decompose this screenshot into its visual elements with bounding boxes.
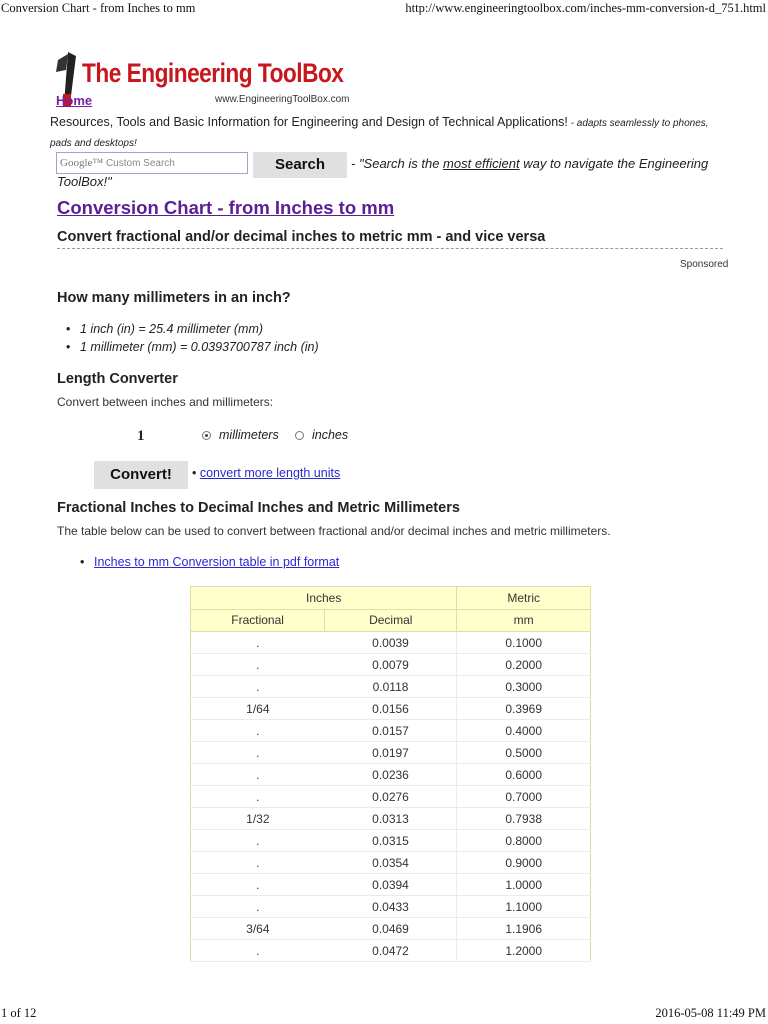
cell-decimal: 0.0433	[325, 896, 457, 918]
fact-item: • 1 millimeter (mm) = 0.0393700787 inch (in)	[80, 339, 319, 357]
print-page-title: Conversion Chart - from Inches to mm	[1, 1, 196, 15]
conversion-table	[190, 586, 591, 962]
home-link[interactable]: Home	[56, 93, 93, 108]
table-row	[191, 742, 591, 764]
facts-list	[80, 321, 319, 356]
print-page-number: 1 of 12	[1, 1006, 37, 1020]
table-row	[191, 808, 591, 830]
table-row	[191, 896, 591, 918]
cell-fractional: 3/64	[191, 918, 325, 940]
table-row	[191, 940, 591, 962]
cell-fractional: .	[191, 852, 325, 874]
cell-fractional: .	[191, 874, 325, 896]
pdf-list	[94, 555, 339, 569]
cell-decimal: 0.0236	[325, 764, 457, 786]
cell-mm: 0.3969	[457, 698, 591, 720]
header-inches: Inches	[191, 587, 457, 610]
cell-decimal: 0.0469	[325, 918, 457, 940]
table-row	[191, 830, 591, 852]
tagline-small: - adapts seamlessly to phones, pads and desktops!	[50, 118, 709, 149]
cell-decimal: 0.0039	[325, 632, 457, 654]
heading-fractional-table: Fractional Inches to Decimal Inches and Metric Millimeters	[57, 500, 460, 516]
search-placeholder: Custom Search	[105, 158, 175, 169]
site-title: The Engineering ToolBox	[82, 58, 344, 88]
divider	[57, 248, 723, 249]
print-datetime: 2016-05-08 11:49 PM	[655, 1006, 766, 1020]
cell-mm: 0.7938	[457, 808, 591, 830]
cell-decimal: 0.0315	[325, 830, 457, 852]
cell-mm: 0.8000	[457, 830, 591, 852]
heading-how-many: How many millimeters in an inch?	[57, 290, 291, 306]
cell-mm: 1.0000	[457, 874, 591, 896]
cell-mm: 0.4000	[457, 720, 591, 742]
search-quote-emphasis: most efficient	[443, 156, 520, 171]
radio-inches[interactable]	[295, 431, 304, 440]
cell-mm: 0.1000	[457, 632, 591, 654]
google-brand: Google™	[60, 157, 104, 169]
cell-mm: 1.2000	[457, 940, 591, 962]
converter-description: Convert between inches and millimeters:	[57, 395, 274, 409]
table-row	[191, 720, 591, 742]
pdf-link[interactable]: Inches to mm Conversion table in pdf format	[94, 555, 340, 569]
print-page-url: http://www.engineeringtoolbox.com/inches-mm-conversion-d_751.html	[405, 1, 766, 15]
cell-mm: 0.9000	[457, 852, 591, 874]
search-quote-pre: - "Search is the	[351, 156, 444, 171]
cell-mm: 0.2000	[457, 654, 591, 676]
print-header	[0, 0, 768, 18]
cell-mm: 0.3000	[457, 676, 591, 698]
radio-millimeters-label[interactable]: millimeters	[219, 428, 279, 442]
page-subtitle: Convert fractional and/or decimal inches to metric mm - and vice versa	[57, 229, 546, 245]
cell-fractional: .	[191, 676, 325, 698]
page-title[interactable]: Conversion Chart - from Inches to mm	[57, 197, 395, 218]
table-row	[191, 852, 591, 874]
fact-item: • 1 inch (in) = 25.4 millimeter (mm)	[80, 321, 319, 339]
cell-decimal: 0.0313	[325, 808, 457, 830]
site-logo[interactable]	[52, 50, 382, 110]
converter-value-input[interactable]: 1	[137, 428, 145, 444]
cell-decimal: 0.0394	[325, 874, 457, 896]
cell-decimal: 0.0197	[325, 742, 457, 764]
table-description: The table below can be used to convert between fractional and/or decimal inches and metric millimeters.	[57, 524, 611, 538]
cell-decimal: 0.0472	[325, 940, 457, 962]
cell-decimal: 0.0157	[325, 720, 457, 742]
header-metric: Metric	[457, 587, 591, 610]
cell-decimal: 0.0276	[325, 786, 457, 808]
table-row	[191, 632, 591, 654]
site-tagline	[50, 113, 730, 153]
pdf-list-item	[94, 555, 339, 569]
cell-fractional: .	[191, 764, 325, 786]
cell-mm: 1.1000	[457, 896, 591, 918]
header-mm: mm	[457, 609, 591, 632]
header-fractional: Fractional	[191, 609, 325, 632]
cell-mm: 0.5000	[457, 742, 591, 764]
cell-mm: 0.7000	[457, 786, 591, 808]
cell-fractional: .	[191, 940, 325, 962]
convert-more	[192, 466, 340, 480]
radio-millimeters[interactable]	[202, 431, 211, 440]
cell-fractional: .	[191, 830, 325, 852]
cell-fractional: 1/32	[191, 808, 325, 830]
header-decimal: Decimal	[325, 609, 457, 632]
search-quote-post: way to navigate the Engineering ToolBox!"	[57, 156, 709, 189]
cell-mm: 0.6000	[457, 764, 591, 786]
convert-more-bullet: •	[192, 466, 200, 480]
table-row	[191, 764, 591, 786]
table-row	[191, 786, 591, 808]
convert-more-link[interactable]: convert more length units	[199, 466, 341, 480]
cell-fractional: .	[191, 654, 325, 676]
cell-fractional: .	[191, 742, 325, 764]
cell-fractional: .	[191, 896, 325, 918]
cell-decimal: 0.0118	[325, 676, 457, 698]
convert-button[interactable]: Convert!	[94, 461, 188, 489]
table-row	[191, 874, 591, 896]
cell-decimal: 0.0079	[325, 654, 457, 676]
tagline-text: Resources, Tools and Basic Information for Engineering and Design of Technical Applications!	[50, 115, 568, 129]
cell-decimal: 0.0354	[325, 852, 457, 874]
cell-fractional: .	[191, 632, 325, 654]
search-button[interactable]: Search	[253, 152, 347, 178]
search-quote	[57, 155, 725, 191]
cell-mm: 1.1906	[457, 918, 591, 940]
table-row	[191, 654, 591, 676]
table-row	[191, 698, 591, 720]
heading-length-converter: Length Converter	[57, 371, 178, 387]
cell-fractional: .	[191, 786, 325, 808]
cell-fractional: .	[191, 720, 325, 742]
site-url: www.EngineeringToolBox.com	[215, 94, 350, 105]
print-footer	[0, 1004, 768, 1024]
sponsored-label: Sponsored	[680, 259, 729, 270]
table-row	[191, 676, 591, 698]
conversion-table-body	[191, 632, 591, 962]
table-row	[191, 918, 591, 940]
cell-decimal: 0.0156	[325, 698, 457, 720]
radio-inches-label[interactable]: inches	[312, 428, 349, 442]
cell-fractional: 1/64	[191, 698, 325, 720]
